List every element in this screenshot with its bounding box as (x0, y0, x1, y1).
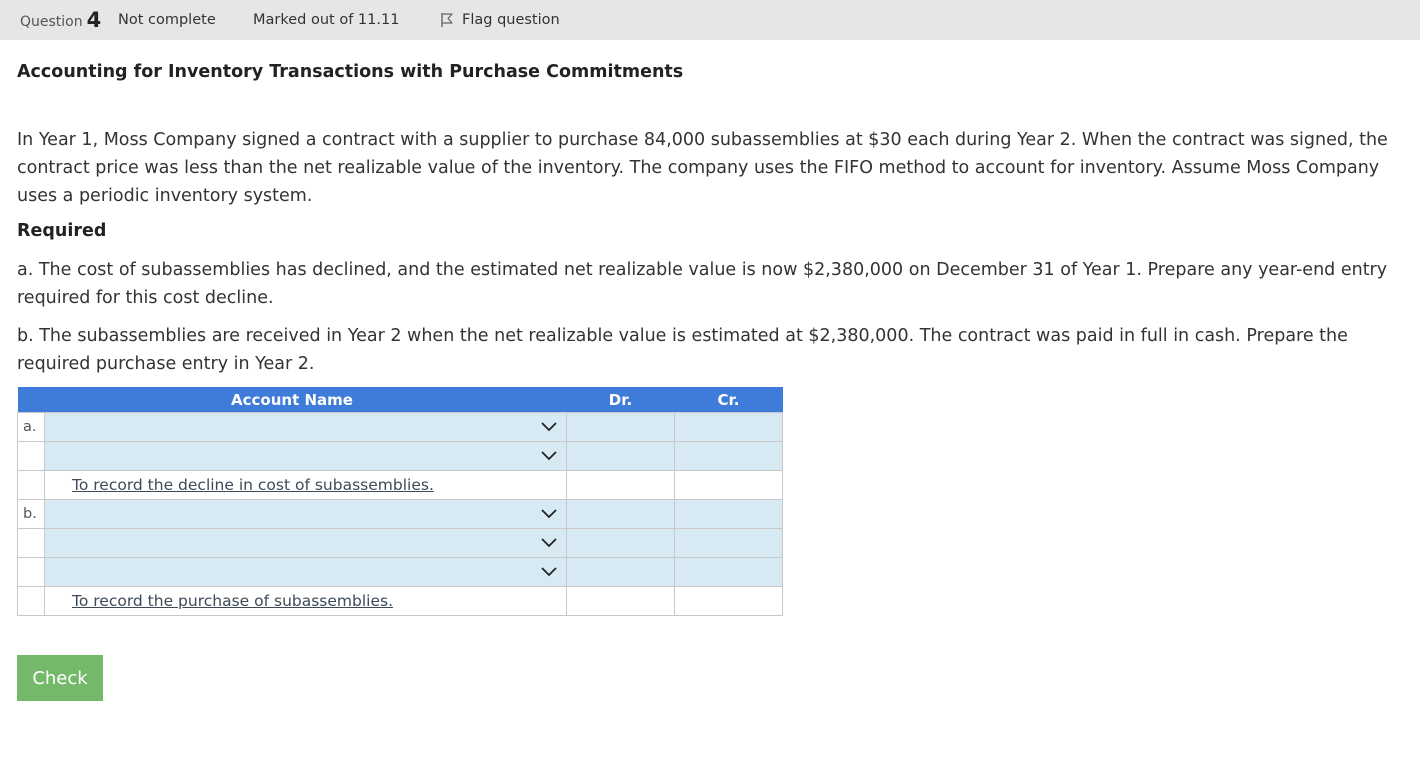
account-select[interactable] (45, 529, 567, 558)
debit-input[interactable] (567, 529, 675, 558)
completion-status: Not complete (118, 12, 216, 28)
entry-label-empty (18, 442, 45, 471)
memo-b-text: To record the purchase of subassemblies. (72, 592, 394, 610)
account-select[interactable] (45, 500, 567, 529)
memo-b (45, 587, 567, 616)
credit-input[interactable] (675, 500, 783, 529)
credit-input[interactable] (675, 529, 783, 558)
chevron-down-icon (540, 421, 558, 433)
debit-header: Dr. (567, 387, 675, 413)
check-button[interactable]: Check (17, 655, 103, 701)
chevron-down-icon (540, 537, 558, 549)
required-heading: Required (17, 221, 107, 241)
account-select[interactable] (45, 442, 567, 471)
part-b-text: b. The subassemblies are received in Year 2 when the net realizable value is estimated at $2,380,000. The contract was paid in full in cash. Prepare the required purchase entry in Year 2. (17, 326, 1348, 374)
part-a-text: a. The cost of subassemblies has declined, and the estimated net realizable value is now $2,380,000 on December 31 of Year 1. Prepare any year-end entry required for this cost decline. (17, 260, 1388, 308)
chevron-down-icon (540, 450, 558, 462)
credit-input[interactable] (675, 442, 783, 471)
entry-label-empty (18, 558, 45, 587)
question-label-text: Question (20, 14, 83, 30)
flag-icon (439, 12, 455, 28)
flag-question-link[interactable] (439, 0, 560, 40)
table-row (18, 442, 783, 471)
table-header-row (18, 387, 783, 413)
table-row (18, 529, 783, 558)
entry-label-empty (18, 587, 45, 616)
question-info-bar (0, 0, 1420, 40)
question-number-label (20, 0, 101, 40)
memo-a (45, 471, 567, 500)
memo-a-text: To record the decline in cost of subassemblies. (72, 476, 434, 494)
account-select[interactable] (45, 558, 567, 587)
table-row (18, 558, 783, 587)
chevron-down-icon (540, 508, 558, 520)
memo-row (18, 587, 783, 616)
entry-label-empty (18, 529, 45, 558)
question-intro: In Year 1, Moss Company signed a contract with a supplier to purchase 84,000 subassemblies at $30 each during Year 2. When the contract was signed, the contract price was less than the net realizable value of the inventory. The company uses the FIFO method to account for inventory. Assume Moss Company uses a periodic inventory system. (17, 130, 1388, 206)
memo-row (18, 471, 783, 500)
credit-input[interactable] (675, 558, 783, 587)
debit-input[interactable] (567, 500, 675, 529)
credit-header: Cr. (675, 387, 783, 413)
journal-entry-table (17, 387, 783, 616)
memo-debit-cell (567, 471, 675, 500)
question-title: Accounting for Inventory Transactions with Purchase Commitments (17, 62, 684, 82)
flag-question-label: Flag question (462, 12, 560, 28)
debit-input[interactable] (567, 558, 675, 587)
debit-input[interactable] (567, 413, 675, 442)
memo-credit-cell (675, 471, 783, 500)
memo-credit-cell (675, 587, 783, 616)
entry-label-a: a. (18, 413, 45, 442)
marks-info: Marked out of 11.11 (253, 12, 400, 28)
entry-label-b: b. (18, 500, 45, 529)
credit-input[interactable] (675, 413, 783, 442)
account-select[interactable] (45, 413, 567, 442)
table-row (18, 500, 783, 529)
question-number: 4 (86, 8, 102, 32)
debit-input[interactable] (567, 442, 675, 471)
memo-debit-cell (567, 587, 675, 616)
chevron-down-icon (540, 566, 558, 578)
account-name-header: Account Name (18, 387, 567, 413)
table-row (18, 413, 783, 442)
entry-label-empty (18, 471, 45, 500)
